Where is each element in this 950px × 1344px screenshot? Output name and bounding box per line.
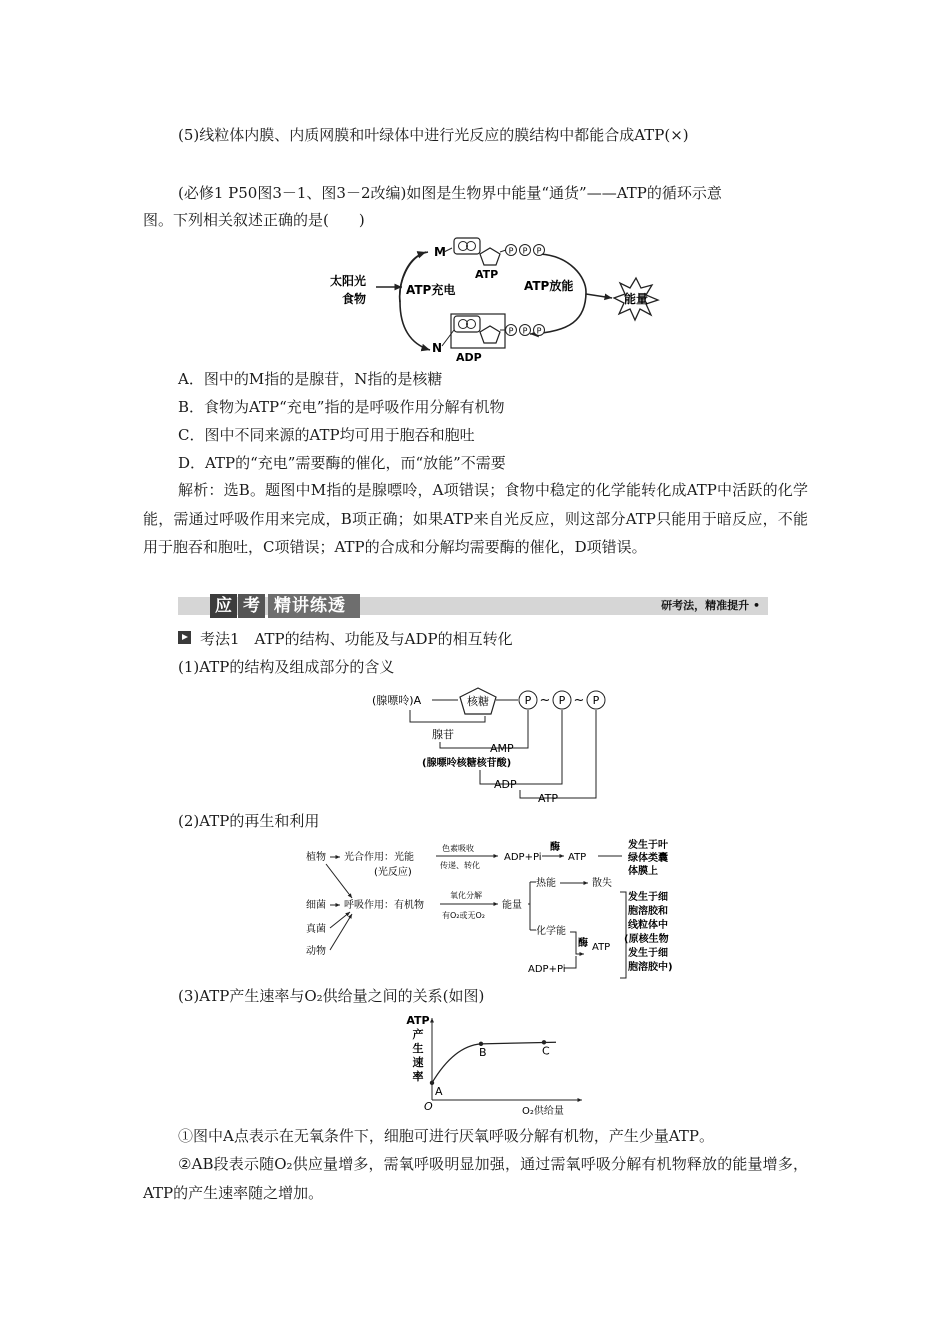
svg-text:P: P [522, 246, 528, 256]
option-a: A．图中的M指的是腺苷，N指的是核糖 [178, 370, 443, 388]
atp-cycle-figure [330, 232, 660, 366]
svg-text:P: P [508, 246, 514, 256]
fig-food: 食物 [342, 292, 367, 306]
chart-ylabel-char: 生 [412, 1042, 424, 1055]
chart-point-label-B: B [479, 1045, 487, 1059]
chart-point-A [430, 1081, 434, 1085]
banner-char-1: 应 [210, 594, 237, 618]
struct-adenine: (腺嘌呤)A [372, 694, 422, 707]
regen-loc2-l6: 胞溶胶中) [628, 962, 673, 973]
regen-loc2-l1: 发生于细 [628, 892, 668, 903]
chart-point-label-C: C [542, 1044, 550, 1058]
regen-heat: 热能 [536, 878, 556, 889]
svg-text:~: ~ [539, 693, 551, 708]
chart-ylabel-char: 速 [412, 1056, 424, 1069]
option-c: C．图中不同来源的ATP均可用于胞吞和胞吐 [178, 426, 475, 444]
regen-loc2-l4: (原核生物 [624, 934, 669, 945]
regen-photo: 光合作用：光能 [344, 852, 414, 863]
method1-sub3: (3)ATP产生速率与O₂供给量之间的关系(如图) [178, 987, 485, 1005]
play-icon [178, 631, 191, 644]
regen-pigment1: 色素吸收 [442, 844, 474, 853]
regen-atp-2: ATP [592, 942, 611, 953]
atp-regen-figure [302, 838, 687, 980]
regen-loc1-l2: 绿体类囊 [628, 853, 668, 864]
struct-amp: AMP [490, 742, 514, 755]
svg-text:P: P [536, 246, 542, 256]
fig-sunlight: 太阳光 [330, 274, 367, 288]
option-d: D．ATP的“充电”需要酶的催化，而“放能”不需要 [178, 454, 506, 472]
banner-title: 精讲练透 [268, 594, 360, 618]
struct-adp: ADP [494, 778, 517, 791]
fig-m: M [434, 245, 446, 259]
svg-text:P: P [508, 326, 514, 336]
svg-text:P: P [536, 326, 542, 336]
chart-series-line [432, 1042, 556, 1083]
question-stem-line1: (必修1 P50图3－1、图3－2改编)如图是生物界中能量“通货”——ATP的循环示意 [178, 184, 722, 202]
regen-loc2-l3: 线粒体中 [628, 920, 668, 931]
atp-rate-chart [402, 1012, 588, 1120]
statement-5: (5)线粒体内膜、内质网膜和叶绿体中进行光反应的膜结构中都能合成ATP(×) [178, 126, 689, 144]
svg-text:P: P [522, 326, 528, 336]
chart-point-label-A: A [435, 1084, 443, 1098]
regen-adp-pi-1: ADP+Pi [504, 852, 542, 863]
method1-heading: 考法1 ATP的结构、功能及与ADP的相互转化 [200, 630, 513, 648]
regen-loc1-l1: 发生于叶 [628, 840, 668, 851]
regen-loc2-l5: 发生于细 [628, 948, 668, 959]
regen-dissip: 散失 [592, 878, 612, 889]
fig-adp: ADP [456, 351, 482, 364]
chart-xlabel: O₂供给量 [522, 1106, 564, 1117]
banner-char-2: 考 [238, 594, 265, 618]
analysis: 解析：选B。题图中M指的是腺嘌呤，A项错误；食物中稳定的化学能转化成ATP中活跃的化学能，需通过呼吸作用来完成，B项正确；如果ATP来自光反应，则这部分ATP只能用于暗反应，不能用于胞吞和胞吐，C项错误；ATP的合成和分解均需要酶的催化，D项错误。 [143, 481, 809, 556]
regen-animals: 动物 [306, 946, 326, 957]
svg-text:P: P [592, 694, 600, 707]
regen-adp-pi-2: ADP+Pi [528, 964, 566, 975]
method1-sub2: (2)ATP的再生和利用 [178, 812, 320, 830]
method1-sub1: (1)ATP的结构及组成部分的含义 [178, 658, 395, 676]
fig-charge: ATP充电 [406, 283, 456, 297]
struct-ribose: 核糖 [467, 695, 489, 708]
regen-fungi: 真菌 [306, 924, 326, 935]
chart-ylabel-char: 率 [412, 1070, 424, 1083]
struct-amp-note: (腺嘌呤核糖核苷酸) [422, 758, 512, 769]
regen-energy: 能量 [502, 900, 522, 911]
svg-text:~: ~ [573, 693, 585, 708]
note-2: ②AB段表示随O₂供应量增多，需氧呼吸明显加强，通过需氧呼吸分解有机物释放的能量增多，ATP的产生速率随之增加。 [143, 1155, 808, 1202]
regen-o2cond: 有O₂或无O₂ [442, 911, 486, 920]
regen-atp-1: ATP [568, 852, 587, 863]
regen-pigment2: 传递、转化 [440, 861, 480, 870]
atp-structure-figure [370, 686, 610, 804]
svg-text:P: P [524, 694, 532, 707]
chart-ylabel-char: 产 [412, 1028, 424, 1041]
regen-oxid: 氧化分解 [450, 891, 482, 900]
option-b: B．食物为ATP“充电”指的是呼吸作用分解有机物 [178, 398, 505, 416]
regen-plants: 植物 [306, 852, 326, 863]
fig-n: N [432, 341, 443, 355]
question-stem-line2: 图。下列相关叙述正确的是( ) [143, 211, 365, 229]
fig-discharge: ATP放能 [524, 279, 574, 293]
struct-atp: ATP [538, 792, 559, 804]
struct-adenosine: 腺苷 [432, 728, 454, 741]
regen-loc1-l3: 体膜上 [628, 866, 658, 877]
chart-origin: O [424, 1100, 433, 1113]
regen-chem: 化学能 [536, 926, 566, 937]
regen-bacteria: 细菌 [306, 900, 326, 911]
regen-enzyme-2: 酶 [578, 938, 588, 949]
regen-photo-note: (光反应) [374, 867, 412, 878]
regen-resp: 呼吸作用：有机物 [344, 900, 424, 911]
regen-loc2-l2: 胞溶胶和 [628, 906, 668, 917]
regen-enzyme-1: 酶 [550, 842, 560, 853]
svg-text:P: P [558, 694, 566, 707]
fig-energy: 能量 [623, 292, 649, 306]
chart-ylabel-char: ATP [406, 1014, 430, 1027]
note-1: ①图中A点表示在无氧条件下，细胞可进行厌氧呼吸分解有机物，产生少量ATP。 [178, 1127, 714, 1145]
banner-right: 研考法，精准提升 • [661, 599, 760, 612]
fig-atp: ATP [475, 268, 499, 281]
section-banner [178, 594, 768, 618]
